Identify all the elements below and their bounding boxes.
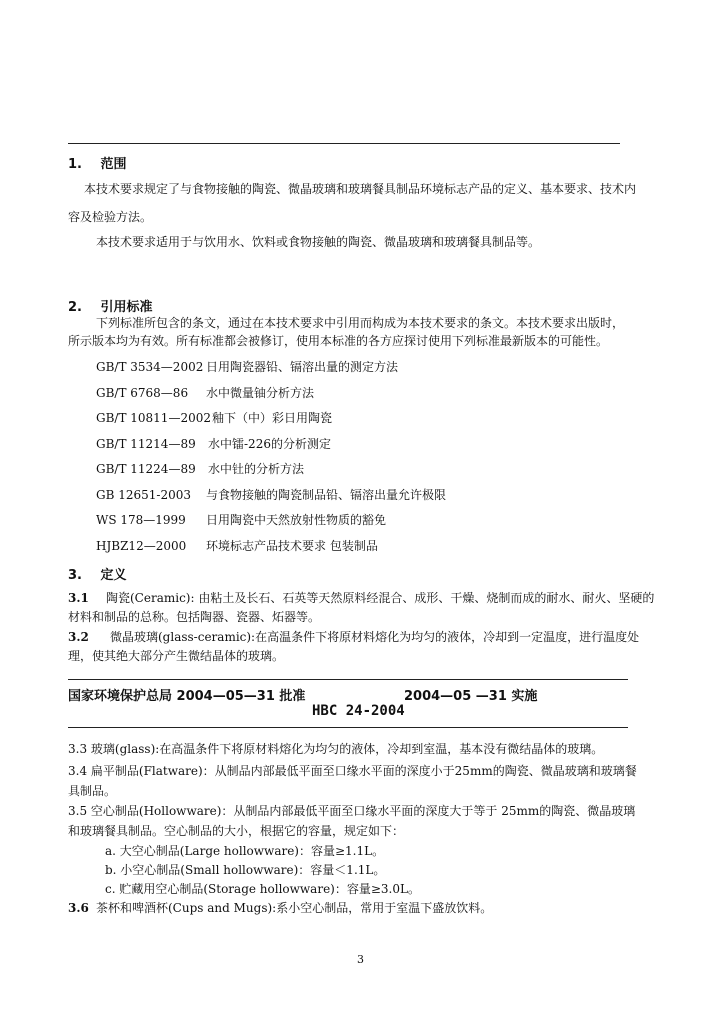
paragraph-line: 材料和制品的总称。包括陶器、瓷器、炻器等。	[68, 610, 321, 624]
standard-title: 釉下（中）彩日用陶瓷	[212, 411, 333, 425]
clause-number: 3.2	[68, 630, 89, 644]
definition-3-2-line	[68, 629, 639, 645]
paragraph-line: 3.4 扁平制品(Flatware)：从制品内部最低平面至口缘水平面的深度小于25mm的陶瓷、微晶玻璃和玻璃餐	[68, 764, 637, 778]
section-title: 定义	[100, 568, 127, 583]
standard-code: WS 178—1999	[96, 513, 186, 527]
paragraph-line: 具制品。	[68, 784, 117, 798]
paragraph-line: 下列标准所包含的条文，通过在本技术要求中引用而构成为本技术要求的条文。本技术要求出版时，	[96, 316, 625, 330]
paragraph-line: 3.3 玻璃(glass):在高温条件下将原材料熔化为均匀的液体，冷却到室温，基本没有微结晶体的玻璃。	[68, 742, 604, 756]
clause-number: 3.1	[68, 591, 89, 605]
paragraph-line: 3.5 空心制品(Hollowware)：从制品内部最低平面至口缘水平面的深度大于等于 25mm的陶瓷、微晶玻璃	[68, 804, 636, 818]
section-1-heading	[68, 153, 127, 172]
section-number: 1.	[68, 157, 82, 172]
section-number: 3.	[68, 568, 82, 583]
standard-row	[96, 487, 446, 503]
standard-code: GB/T 10811—2002	[96, 411, 211, 425]
standard-title: 水中钍的分析方法	[208, 462, 305, 476]
paragraph-line: 容及检验方法。	[68, 210, 153, 224]
list-item: b. 小空心制品(Small hollowware)：容量＜1.1L。	[105, 863, 386, 877]
paragraph-line: 本技术要求规定了与食物接触的陶瓷、微晶玻璃和玻璃餐具制品环境标志产品的定义、基本要求、技术内	[84, 182, 637, 196]
paragraph-line: 本技术要求适用于与饮用水、饮料或食物接触的陶瓷、微晶玻璃和玻璃餐具制品等。	[96, 235, 541, 249]
standard-code: GB/T 11224—89	[96, 462, 196, 476]
standard-title: 日用陶瓷中天然放射性物质的豁免	[206, 513, 387, 527]
standard-code: GB/T 11214—89	[96, 437, 196, 451]
implementation-date: 2004—05 —31 实施	[404, 689, 538, 704]
standard-title: 与食物接触的陶瓷制品铅、镉溶出量允许极限	[206, 488, 447, 502]
standard-row	[96, 461, 304, 477]
section-title: 引用标准	[100, 300, 153, 315]
standard-title: 日用陶瓷器铅、镉溶出量的测定方法	[206, 360, 399, 374]
clause-number: 3.6	[68, 901, 89, 915]
paragraph-line: 理，使其绝大部分产生微结晶体的玻璃。	[68, 649, 285, 663]
standard-row	[96, 385, 314, 401]
clause-text: 微晶玻璃(glass-ceramic):在高温条件下将原材料熔化为均匀的液体，冷却到一定温度，进行温度处	[110, 630, 640, 644]
definition-3-1-line	[68, 590, 654, 606]
banner-top-rule	[68, 679, 628, 680]
clause-text: 陶瓷(Ceramic): 由粘土及长石、石英等天然原料经混合、成形、干燥、烧制而成的耐水、耐火、坚硬的	[106, 591, 655, 605]
section-3-heading	[68, 564, 127, 583]
standard-code: HJBZ12—2000	[96, 539, 187, 553]
definition-3-6-line	[68, 900, 492, 916]
paragraph-line: 所示版本均为有效。所有标准都会被修订，使用本标准的各方应探讨使用下列标准最新版本的可能性。	[68, 334, 609, 348]
standard-title: 环境标志产品技术要求 包装制品	[206, 539, 378, 553]
clause-text: 茶杯和啤酒杯(Cups and Mugs):系小空心制品，常用于室温下盛放饮料。	[96, 901, 493, 915]
section-title: 范围	[100, 157, 127, 172]
standard-row	[96, 359, 398, 375]
approval-date: 国家环境保护总局 2004—05—31 批准	[68, 689, 306, 704]
standard-code: GB 12651-2003	[96, 488, 191, 502]
standard-row	[96, 436, 331, 452]
standard-row	[96, 512, 386, 528]
banner-bottom-rule	[68, 727, 628, 728]
list-item: c. 贮藏用空心制品(Storage hollowware)：容量≥3.0L。	[105, 882, 420, 896]
standard-row	[96, 538, 378, 554]
standard-code-banner: HBC 24-2004	[312, 703, 405, 719]
paragraph-line: 和玻璃餐具制品。空心制品的大小，根据它的容量，规定如下：	[68, 824, 405, 838]
section-2-heading	[68, 296, 153, 315]
standard-code: GB/T 3534—2002	[96, 360, 204, 374]
standard-title: 水中微量铀分析方法	[206, 386, 315, 400]
standard-row	[96, 410, 332, 426]
list-item: a. 大空心制品(Large hollowware)：容量≥1.1L。	[105, 844, 385, 858]
standard-title: 水中镭-226的分析测定	[208, 437, 331, 451]
top-rule	[68, 143, 620, 144]
section-number: 2.	[68, 300, 82, 315]
page-number: 3	[357, 953, 364, 966]
standard-code: GB/T 6768—86	[96, 386, 189, 400]
